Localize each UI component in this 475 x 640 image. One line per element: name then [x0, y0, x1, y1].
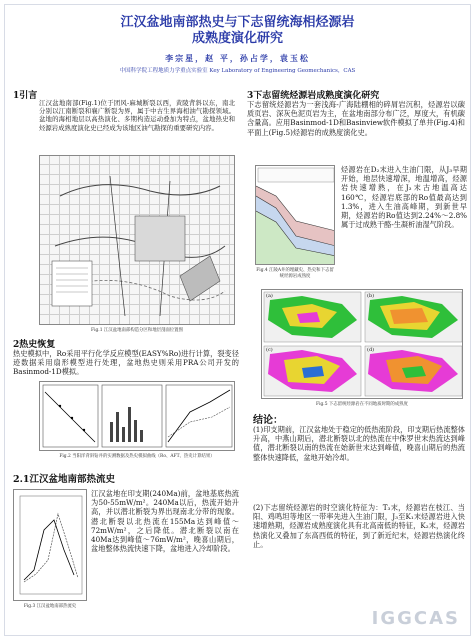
- fig4-caption: Fig.4 江陵A井的埋藏史、热史和下志留统烃源岩成熟度: [256, 268, 334, 279]
- poster: [4, 4, 471, 636]
- fig2-curves: [40, 382, 235, 451]
- cenozoic-text: 江汉盆地在印支期(240Ma)前，盆地基底热流为50-55mW/m²。240Ma以后，热流开始升高，并以潜北断裂为界出现南北分带的现象。潜北断裂以北热流在155Ma达到峰值～72mW/m²，之后降低。潜北断裂以南在40Ma达到峰值～76mW/m²，晚喜山期后，盆地整体热流快速下降，盆地进入冷却阶段。: [91, 489, 239, 554]
- fig1-caption: Fig.1 江汉盆地南部构造分区和地层剖面位置图: [91, 328, 183, 333]
- conclusion-heading: 结论：: [253, 415, 283, 426]
- fig5-maturity-maps: [262, 290, 463, 399]
- fig2-caption: Fig.2 当阳洋背斜钻井的实测数据及热史模拟曲线（Ro、AFT、热史计算结果）: [59, 454, 215, 459]
- fig5-panel: [261, 289, 463, 399]
- maturity-side-text: 烃源岩在D₂末进入生油门限，从J₃早期开始，地层快速增深，地温增高，烃源岩快速增熟，在J₃末古地温高达160℃，烃源岩底部的Ro值最高达到1.3%，进入生油高峰期，到新世早期，烃源岩的Ro值达到2.24%～2.8%属于过成熟干酪-生凝析油湿气阶段。: [341, 165, 467, 230]
- maturity-heading: 3下志留统烃源岩成熟度演化研究: [247, 91, 380, 101]
- authors: 李宗星，赵 平，孙占学，袁玉松: [165, 53, 310, 63]
- affiliation: 中国科学院工程地质力学重点实验室 Key Laboratory of Engineering Geomechanics，CAS: [119, 68, 356, 74]
- title-line-2: 成熟度演化研究: [191, 31, 283, 46]
- poster-title: [5, 15, 470, 47]
- cenozoic-heading: 2.1江汉盆地南部热流史: [13, 474, 116, 485]
- fig1-map: [39, 155, 235, 325]
- fig3-caption: Fig.3 江汉盆地南部热流史: [23, 604, 77, 609]
- fig4-panel: [255, 165, 335, 265]
- fig5-label-b: (b): [367, 293, 375, 299]
- fig3-heatflow: [14, 490, 87, 601]
- conclusion-p2: (2)下志留统烃源岩的时空演化特征为：T₃末，烃源岩在枝江、当阳、鸡鸣坦等地区一带率先进入生油门限，J₃至K₁末烃源岩进入快速增熟期，烃源岩成熟度演化具有北高南低的特征，K₂末，烃源岩热演化又叠加了东高西低的特征，到了新近纪末，烃源岩热演化终止。: [253, 503, 465, 549]
- thermal-heading: 2热史恢复: [13, 340, 56, 350]
- thermal-text: 热史模拟中，Ro采用平行化学反应模型(EASY%Ro)进行计算，裂变径迹数据采用扇形模型进行处理，盆地热史则采用PRA公司开发的Basinmod-1D模拟。: [13, 349, 239, 377]
- intro-text: 江汉盆地南部(Fig.1)位于团风-麻城断裂以西，黄陵背斜以东，南北分别以江南断裂和襄广断裂为界，属于中古生界海相油气勘探领域。盆地的海相地层以高热演化、多期构造运动叠加为特点，盆地热史和烃源岩成熟度演化史已经成为该地区油气勘探的重要研究内容。: [39, 99, 235, 132]
- fig5-caption: Fig.5 下志留统烃源岩在不同地质时期的成熟度: [316, 402, 408, 407]
- conclusion-p1: (1)印支期前，江汉盆地处于稳定的低热流阶段，印支期后热流整体升高，中燕山期后，潜北断裂以北的热流在中侏罗世末热流达到峰值，潜北断裂以南的热流在始新世末达到峰值，晚喜山期后的热流整体快速降低，盆地开始冷却。: [253, 425, 465, 462]
- fig1-structure-map: [40, 156, 235, 325]
- fig3-panel: [13, 489, 87, 601]
- fig2-panel: [39, 381, 235, 451]
- maturity-text: 下志留统烃源岩为一套浅海-广海陆棚相的碎屑岩沉积，烃源岩以碳质页岩、深灰色泥页岩为主，在盆地南部分布广泛，厚度大，有机碳含量高。应用Basinmod-1D和Basinview软件模拟了单井(Fig.4)和平面上(Fig.5)烃源岩的成熟度演化史。: [247, 100, 465, 137]
- fig5-label-d: (d): [367, 347, 375, 353]
- title-line-1: 江汉盆地南部热史与下志留统海相烃源岩: [120, 15, 355, 30]
- fig5-label-c: (c): [266, 347, 273, 353]
- iggcas-watermark-logo: IGGCAS: [371, 608, 460, 629]
- intro-heading: 1引言: [13, 91, 38, 101]
- fig5-label-a: (a): [266, 293, 273, 299]
- fig4-burial-history: [256, 166, 335, 265]
